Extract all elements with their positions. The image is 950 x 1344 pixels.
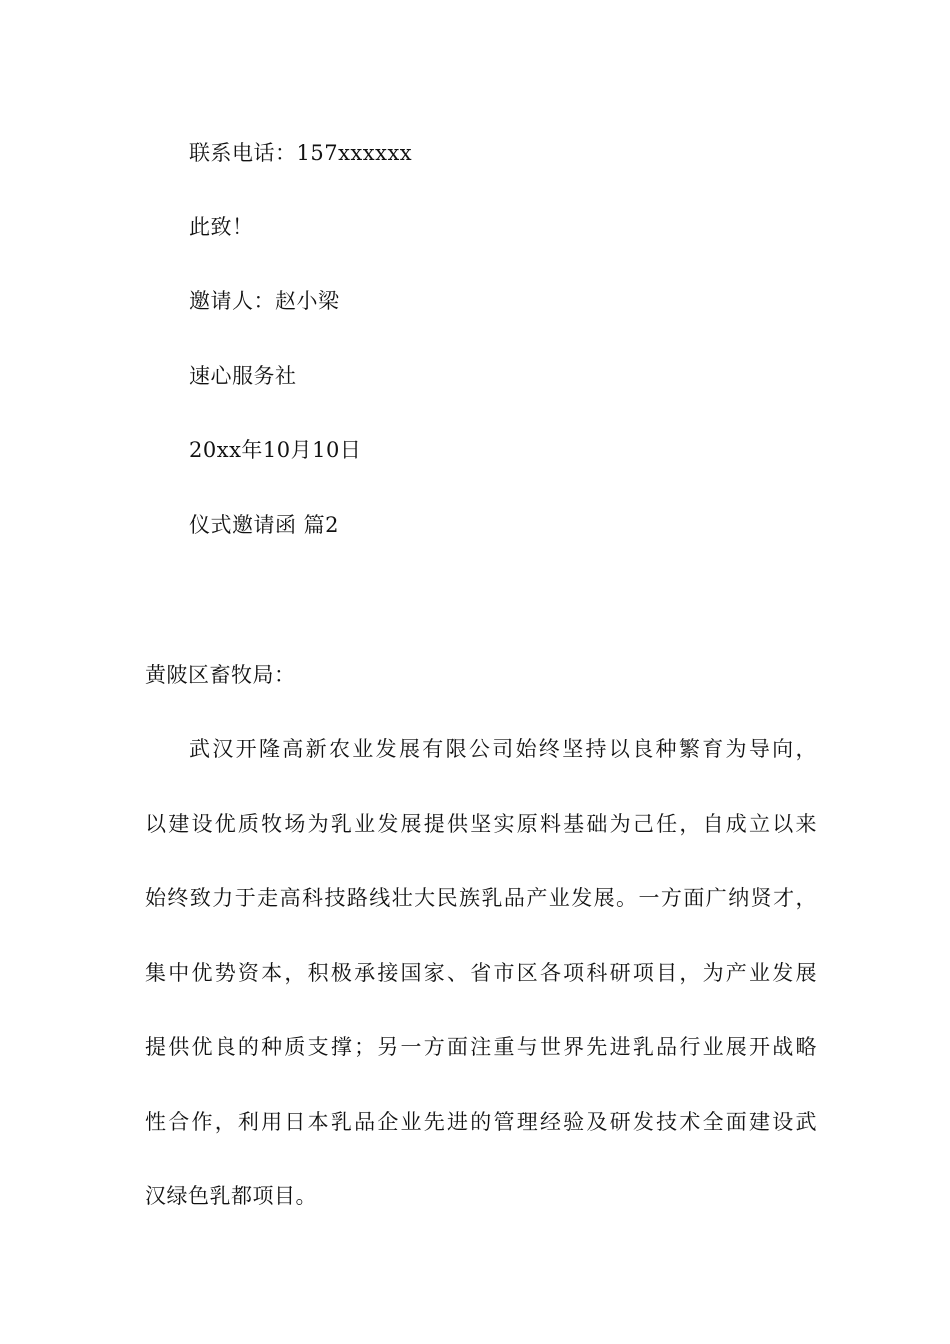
inviter-name: 邀请人：赵小梁 (189, 289, 340, 313)
paragraph-line: 集中优势资本，积极承接国家、省市区各项科研项目，为产业发展 (145, 961, 817, 985)
paragraph-line: 始终致力于走高科技路线壮大民族乳品产业发展。一方面广纳贤才， (145, 886, 817, 910)
letter-date: 20xx年10月10日 (189, 438, 362, 462)
recipient-salutation: 黄陂区畜牧局： (145, 663, 296, 687)
contact-phone: 联系电话：157xxxxxx (189, 141, 413, 165)
organization-name: 速心服务社 (189, 364, 297, 388)
closing-salutation: 此致！ (189, 215, 254, 239)
paragraph-line: 提供优良的种质支撑；另一方面注重与世界先进乳品行业展开战略 (145, 1035, 817, 1059)
paragraph-line: 以建设优质牧场为乳业发展提供坚实原料基础为己任，自成立以来 (145, 812, 817, 836)
paragraph-line: 武汉开隆高新农业发展有限公司始终坚持以良种繁育为导向， (189, 737, 817, 761)
section-heading: 仪式邀请函 篇2 (189, 513, 340, 537)
paragraph-line: 汉绿色乳都项目。 (145, 1184, 317, 1208)
paragraph-line: 性合作，利用日本乳品企业先进的管理经验及研发技术全面建设武 (145, 1110, 817, 1134)
